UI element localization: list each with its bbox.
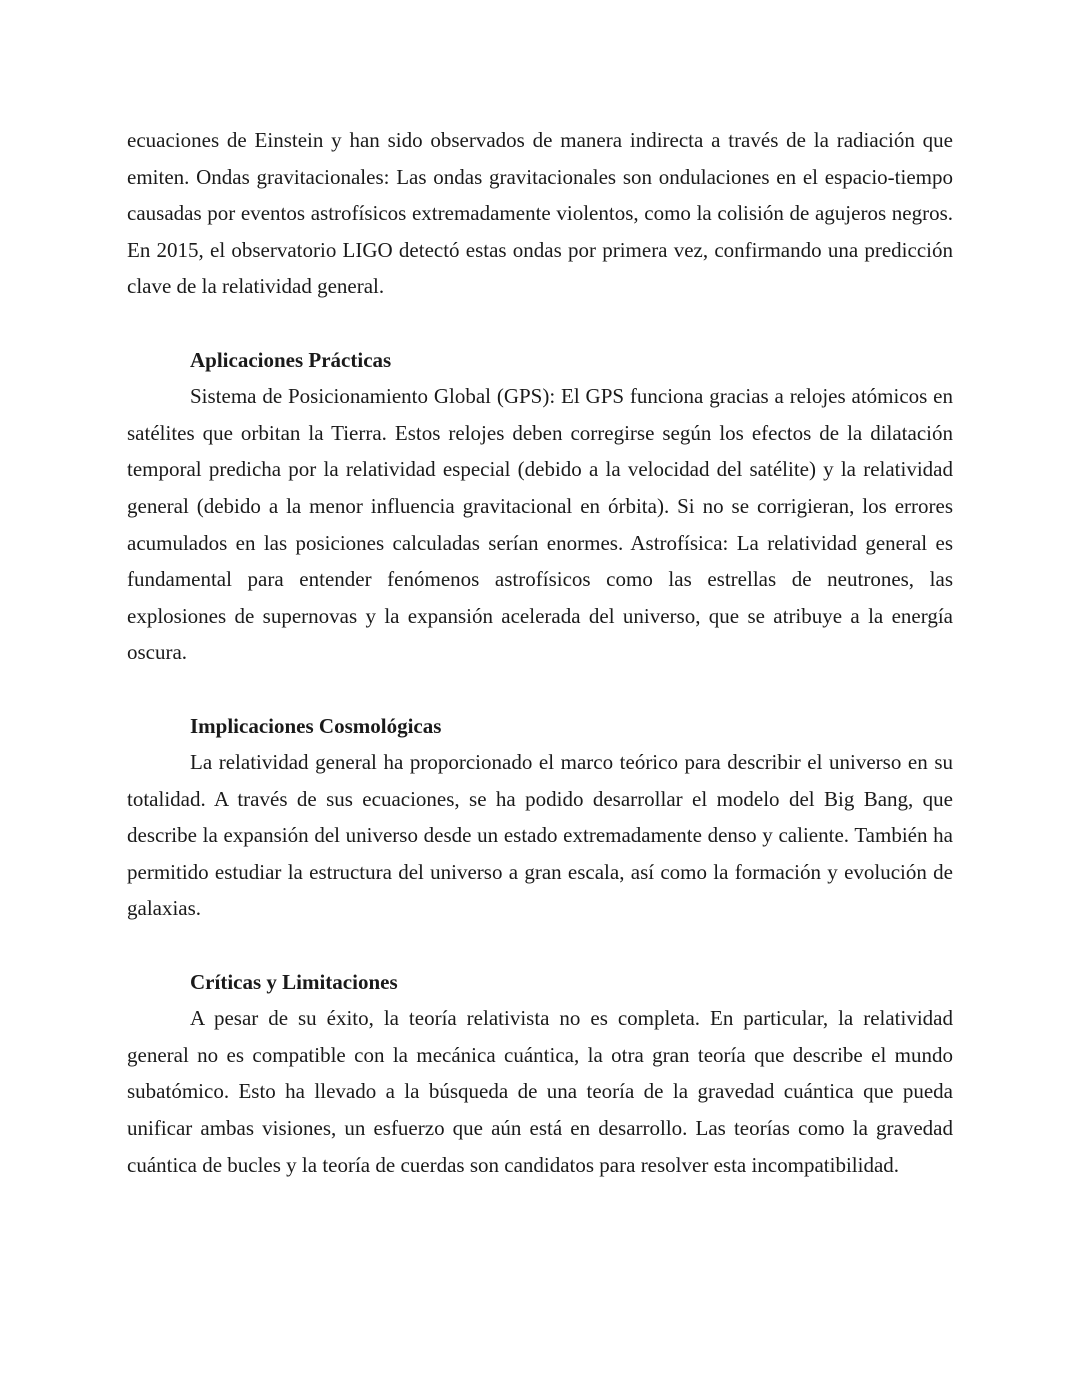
section-heading: Aplicaciones Prácticas	[190, 347, 392, 372]
section-implicaciones-cosmologicas	[127, 708, 953, 928]
section-criticas-limitaciones	[127, 964, 953, 1184]
section-heading: Críticas y Limitaciones	[190, 969, 398, 994]
continued-paragraph: ecuaciones de Einstein y han sido observados de manera indirecta a través de la radiación que emiten. Ondas gravitacionales: Las ondas gravitacionales son ondulaciones en el espacio-tiempo causadas por eventos astrofísicos extremadamente violentos, como la colisión de agujeros negros. En 2015, el observatorio LIGO detectó estas ondas por primera vez, confirmando una predicción clave de la relatividad general.	[127, 128, 953, 299]
section-aplicaciones-practicas	[127, 342, 953, 671]
section-heading: Implicaciones Cosmológicas	[190, 713, 442, 738]
document-page	[127, 122, 953, 1183]
section-body: Sistema de Posicionamiento Global (GPS): El GPS funciona gracias a relojes atómicos en satélites que orbitan la Tierra. Estos relojes deben corregirse según los efectos de la dilatación temporal predicha por la relatividad especial (debido a la velocidad del satélite) y la relatividad general (debido a la menor influencia gravitacional en órbita). Si no se corrigieran, los errores acumulados en las posiciones calculadas serían enormes. Astrofísica: La relatividad general es fundamental para entender fenómenos astrofísicos como las estrellas de neutrones, las explosiones de supernovas y la expansión acelerada del universo, que se atribuye a la energía oscura.	[127, 384, 953, 665]
section-body: La relatividad general ha proporcionado el marco teórico para describir el universo en su totalidad. A través de sus ecuaciones, se ha podido desarrollar el modelo del Big Bang, que describe la expansión del universo desde un estado extremadamente denso y caliente. También ha permitido estudiar la estructura del universo a gran escala, así como la formación y evolución de galaxias.	[127, 750, 953, 921]
section-body: A pesar de su éxito, la teoría relativista no es completa. En particular, la relatividad general no es compatible con la mecánica cuántica, la otra gran teoría que describe el mundo subatómico. Esto ha llevado a la búsqueda de una teoría de la gravedad cuántica que pueda unificar ambas visiones, un esfuerzo que aún está en desarrollo. Las teorías como la gravedad cuántica de bucles y la teoría de cuerdas son candidatos para resolver esta incompatibilidad.	[127, 1006, 953, 1177]
